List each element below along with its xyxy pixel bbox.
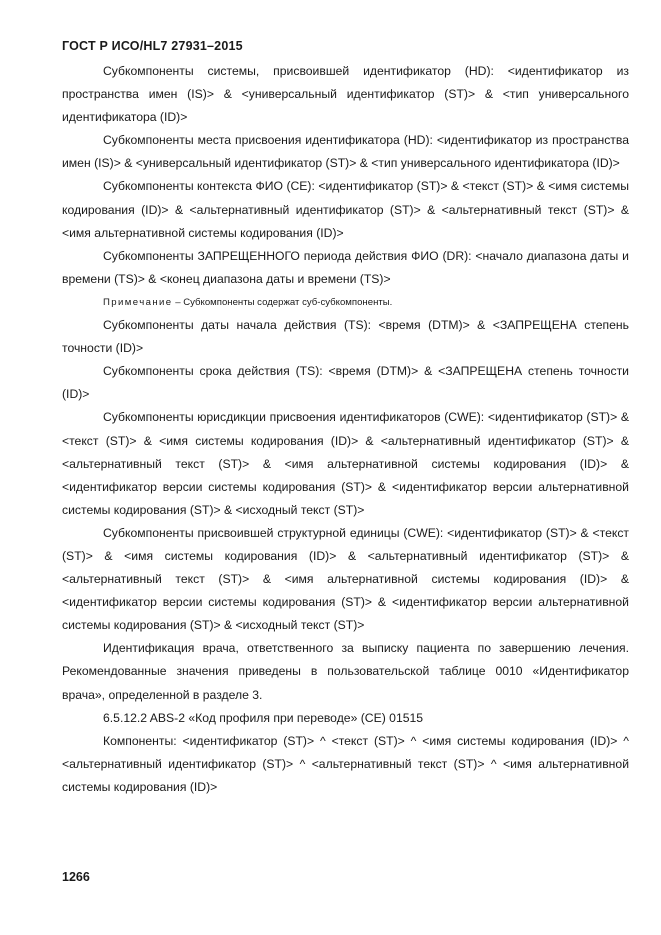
paragraph-ts-expiration-date: Субкомпоненты срока действия (TS): <время (DTM)> & <ЗАПРЕЩЕНА степень точности (ID)> <box>62 364 629 402</box>
note-label: Примечание <box>103 296 173 308</box>
paragraph-ce-name-context: Субкомпоненты контекста ФИО (CE): <идентификатор (ST)> & <текст (ST)> & <имя системы кодирования (ID)> & <альтернативный идентификатор (ST)> & <альтернативный текст (ST)> & <имя альтернативной системы кодирования (ID)> <box>62 179 629 240</box>
paragraph-components: Компоненты: <идентификатор (ST)> ^ <текст (ST)> ^ <имя системы кодирования (ID)> ^ <альтернативный идентификатор (ST)> ^ <альтернативный текст (ST)> ^ <имя альтернативной системы кодирования (ID)> <box>62 733 629 794</box>
paragraph-ts-effective-date: Субкомпоненты даты начала действия (TS): <время (DTM)> & <ЗАПРЕЩЕНА степень точности (ID)> <box>62 318 629 356</box>
paragraph-cwe-jurisdiction: Субкомпоненты юрисдикции присвоения идентификаторов (CWE): <идентификатор (ST)> & <текст (ST)> & <имя системы кодирования (ID)> & <альтернативный идентификатор (ST)> & <альтернативный текст (ST)> & <имя альтернативной системы кодирования (ID)> & <идентификатор версии системы кодирования (ST)> & <идентификатор версии альтернативной системы кодирования (ST)> & <исходный текст (ST)> <box>62 410 629 517</box>
document-header: ГОСТ Р ИСО/HL7 27931–2015 <box>62 39 243 53</box>
page-number: 1266 <box>62 870 90 884</box>
note <box>62 291 629 314</box>
section-heading-abs-2: 6.5.12.2 ABS-2 «Код профиля при переводе» (CE) 01515 <box>103 710 424 725</box>
document-body <box>62 60 629 799</box>
paragraph-hd-assigning-system: Субкомпоненты системы, присвоившей идентификатор (HD): <идентификатор из пространства имен (IS)> & <универсальный идентификатор (ST)> & <тип универсального идентификатора (ID)> <box>62 64 629 125</box>
paragraph-hd-assigning-facility: Субкомпоненты места присвоения идентификатора (HD): <идентификатор из пространства имен (IS)> & <универсальный идентификатор (ST)> & <тип универсального идентификатора (ID)> <box>62 133 629 171</box>
note-text: – Субкомпоненты содержат суб-субкомпоненты. <box>172 296 393 308</box>
paragraph-cwe-department: Субкомпоненты присвоившей структурной единицы (CWE): <идентификатор (ST)> & <текст (ST)> & <имя системы кодирования (ID)> & <альтернативный идентификатор (ST)> & <альтернативный текст (ST)> & <имя альтернативной системы кодирования (ID)> & <идентификатор версии системы кодирования (ST)> & <идентификатор версии альтернативной системы кодирования (ST)> & <исходный текст (ST)> <box>62 525 629 633</box>
paragraph-dr-name-validity: Субкомпоненты ЗАПРЕЩЕННОГО периода действия ФИО (DR): <начало диапазона даты и времени (TS)> & <конец диапазона даты и времени (TS)> <box>62 248 629 286</box>
paragraph-discharging-physician: Идентификация врача, ответственного за выписку пациента по завершению лечения. Рекомендованные значения приведены в пользовательской таблице 0010 «Идентификатор врача», определенной в разделе 3. <box>62 641 629 702</box>
